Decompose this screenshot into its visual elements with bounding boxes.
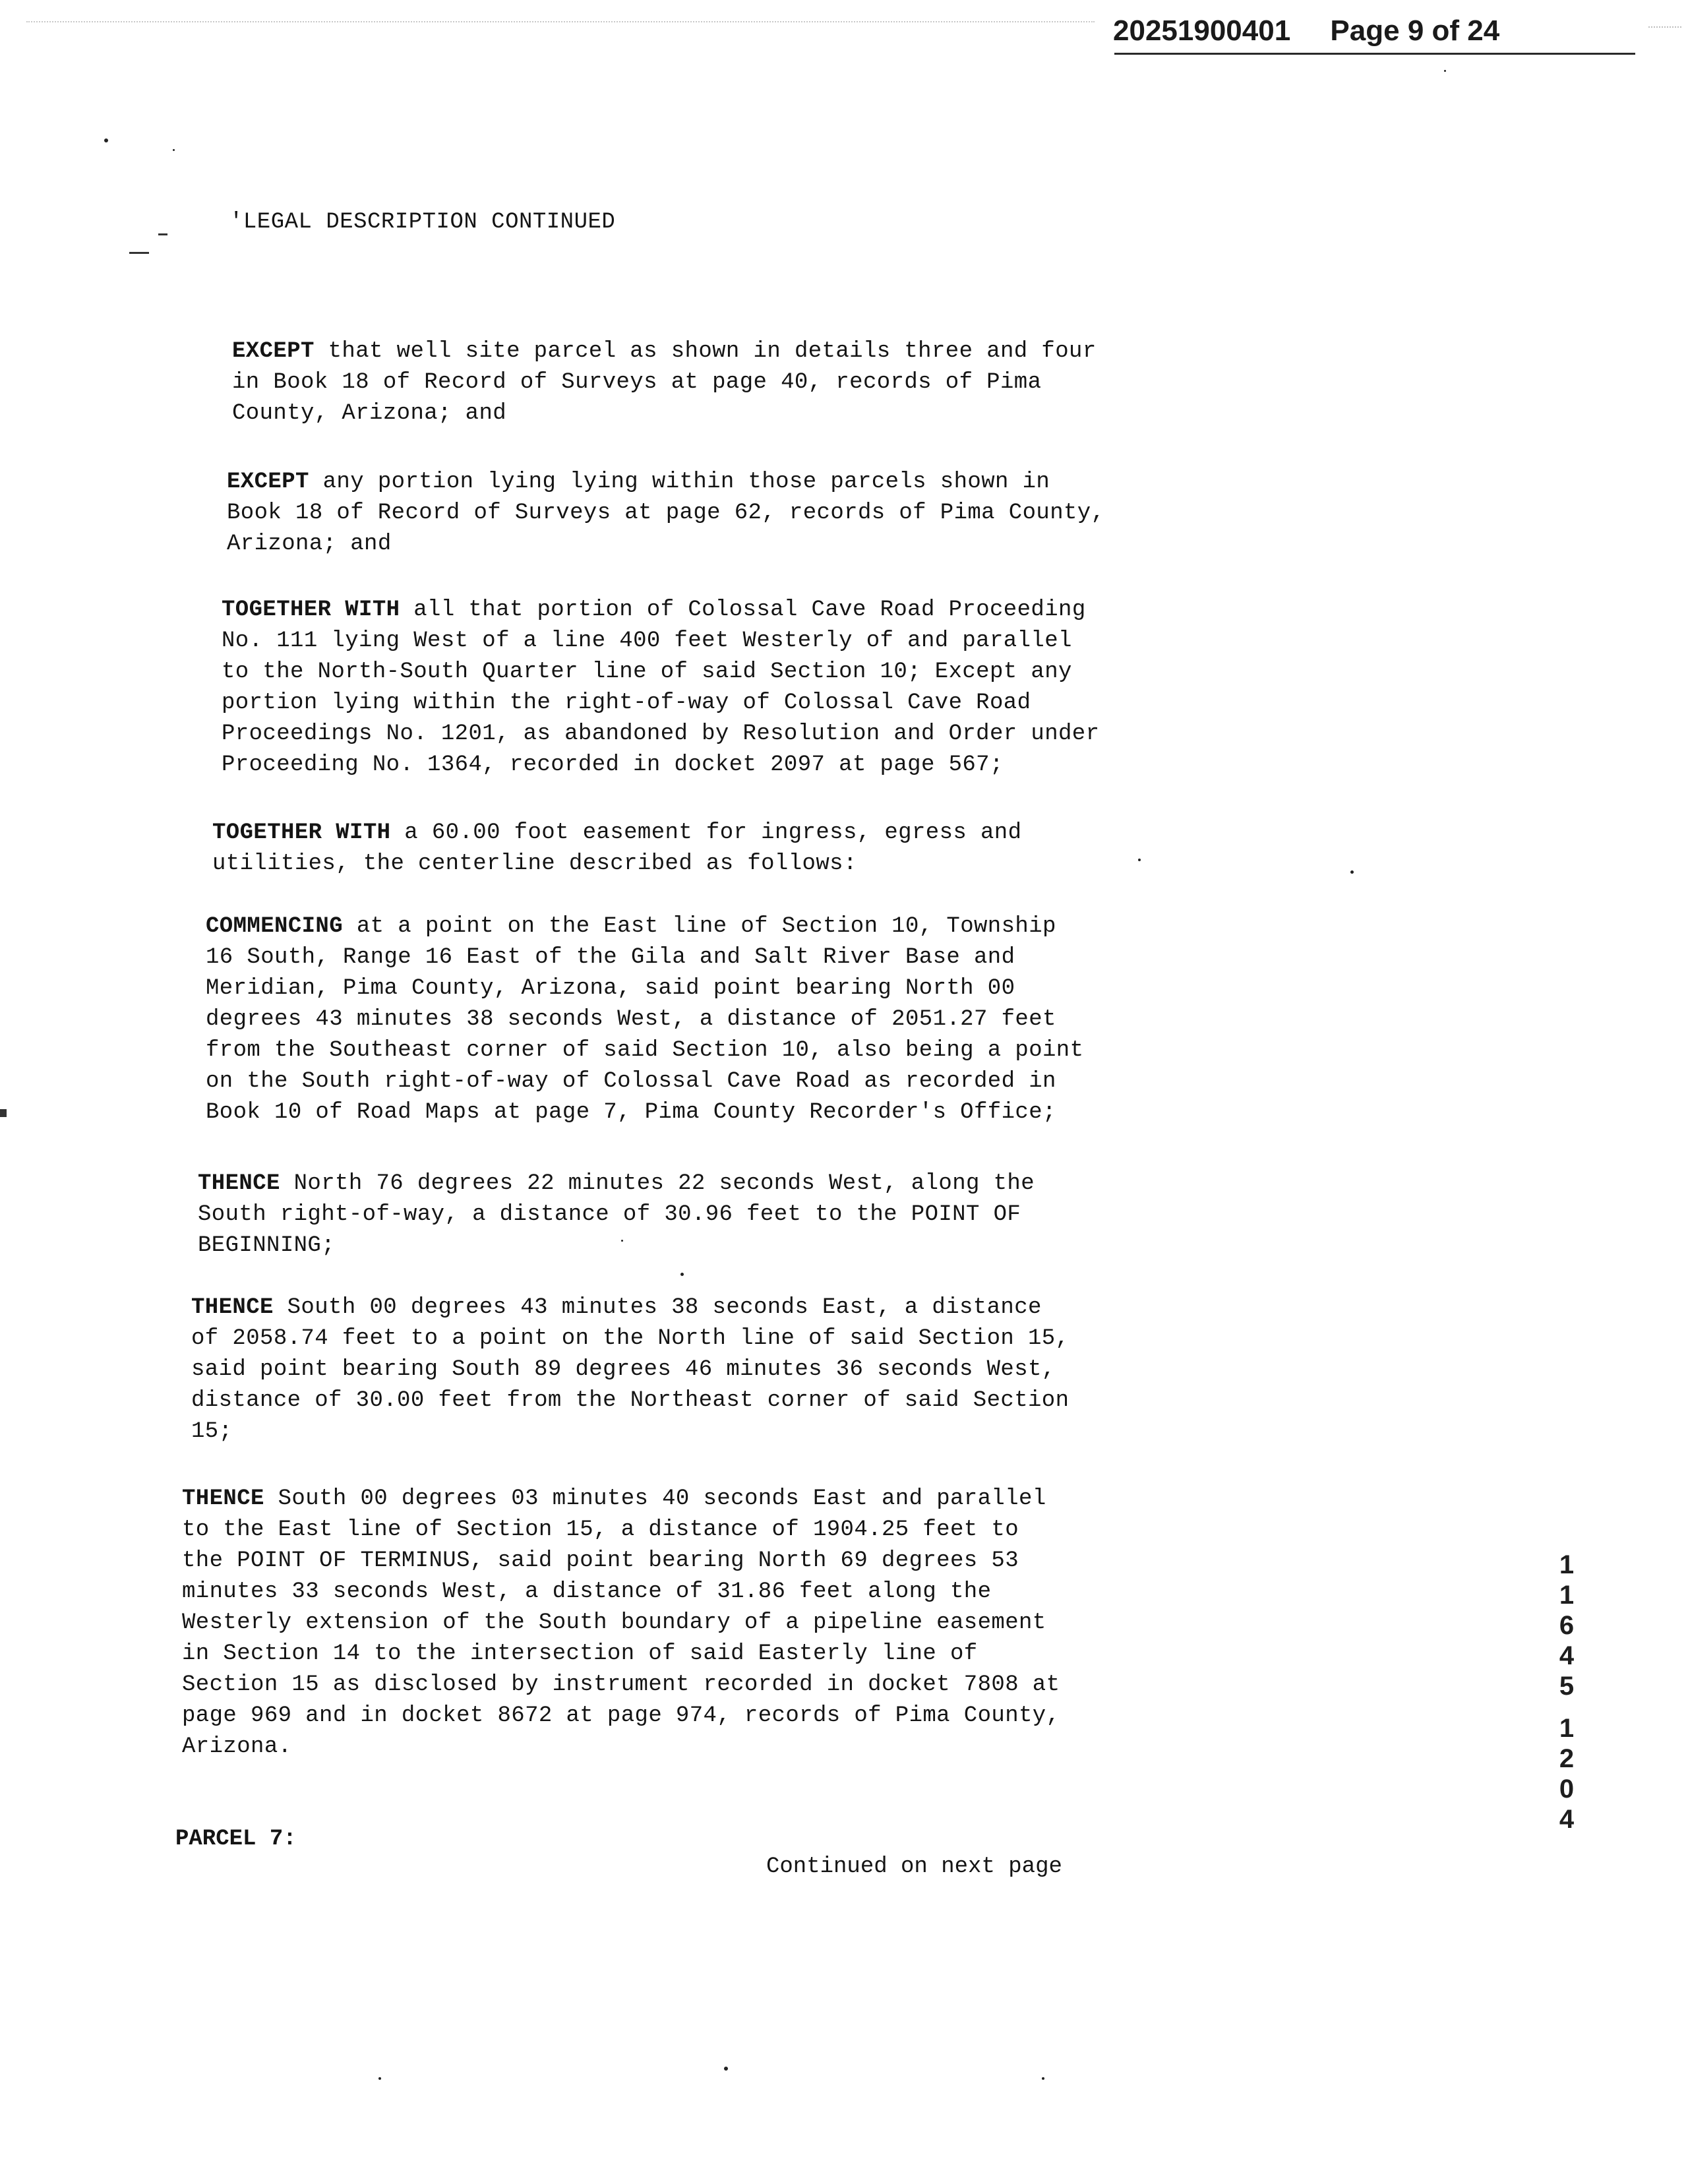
header-underline <box>1114 53 1635 55</box>
scan-mark <box>129 252 149 254</box>
scan-speck <box>1350 870 1354 874</box>
scan-mark <box>158 233 167 235</box>
stamp-digit: 1 <box>1559 1714 1575 1743</box>
paragraph-thence-south-1 <box>191 1292 1069 1447</box>
paragraph-lead: EXCEPT <box>232 339 315 364</box>
stamp-gap <box>1551 1701 1582 1713</box>
paragraph-line: Book 18 of Record of Surveys at page 62, records of Pima County, <box>227 501 1105 526</box>
paragraph-together-road <box>222 595 1099 781</box>
paragraph-line: South 00 degrees 43 minutes 38 seconds East, a distance <box>273 1295 1042 1320</box>
paragraph-line: Proceedings No. 1201, as abandoned by Resolution and Order under <box>222 721 1100 746</box>
paragraph-line: to the North-South Quarter line of said Section 10; Except any <box>222 659 1072 684</box>
paragraph-line: utilities, the centerline described as follows: <box>212 851 857 876</box>
document-number: 20251900401 <box>1113 15 1291 47</box>
paragraph-line: South 00 degrees 03 minutes 40 seconds East and parallel <box>264 1486 1046 1511</box>
recording-stamp <box>1551 1550 1582 1835</box>
continued-note: Continued on next page <box>766 1854 1062 1879</box>
scan-speck <box>621 1240 623 1242</box>
scan-mark <box>0 1109 7 1117</box>
parcel-label: PARCEL 7: <box>175 1827 297 1852</box>
paragraph-line: Proceeding No. 1364, recorded in docket 2097 at page 567; <box>222 752 1004 777</box>
paragraph-line: of 2058.74 feet to a point on the North line of said Section 15, <box>191 1326 1070 1351</box>
paragraph-line: South right-of-way, a distance of 30.96 feet to the POINT OF <box>198 1202 1021 1227</box>
paragraph-line: No. 111 lying West of a line 400 feet Westerly of and parallel <box>222 628 1072 653</box>
paragraph-lead: THENCE <box>198 1171 280 1196</box>
stamp-digit: 1 <box>1559 1550 1575 1579</box>
paragraph-thence-south-2 <box>182 1484 1060 1763</box>
paragraph-line: the POINT OF TERMINUS, said point bearing North 69 degrees 53 <box>182 1548 1019 1573</box>
paragraph-line: minutes 33 seconds West, a distance of 31.86 feet along the <box>182 1579 992 1604</box>
paragraph-line: portion lying within the right-of-way of Colossal Cave Road <box>222 690 1031 715</box>
paragraph-line: said point bearing South 89 degrees 46 minutes 36 seconds West, <box>191 1357 1056 1382</box>
scan-top-rule <box>26 21 1095 22</box>
paragraph-lead: COMMENCING <box>206 914 344 939</box>
paragraph-line: 16 South, Range 16 East of the Gila and Salt River Base and <box>206 945 1015 970</box>
paragraph-line: County, Arizona; and <box>232 401 507 426</box>
paragraph-line: distance of 30.00 feet from the Northeast corner of said Section <box>191 1388 1070 1413</box>
paragraph-line: page 969 and in docket 8672 at page 974, records of Pima County, <box>182 1703 1060 1728</box>
stamp-digit: 2 <box>1559 1744 1575 1773</box>
paragraph-line: Arizona. <box>182 1734 292 1759</box>
section-heading: 'LEGAL DESCRIPTION CONTINUED <box>229 210 616 235</box>
paragraph-commencing <box>206 911 1083 1128</box>
paragraph-line: BEGINNING; <box>198 1233 336 1258</box>
paragraph-lead: THENCE <box>182 1486 264 1511</box>
stamp-digit: 4 <box>1559 1805 1575 1834</box>
paragraph-line: Arizona; and <box>227 531 392 557</box>
paragraph-line: degrees 43 minutes 38 seconds West, a distance of 2051.27 feet <box>206 1007 1056 1032</box>
paragraph-line: to the East line of Section 15, a distance of 1904.25 feet to <box>182 1517 1019 1542</box>
scan-speck <box>378 2077 381 2080</box>
paragraph-thence-north <box>198 1168 1035 1261</box>
paragraph-line: Westerly extension of the South boundary of a pipeline easement <box>182 1610 1046 1635</box>
paragraph-line: from the Southeast corner of said Section 10, also being a point <box>206 1038 1084 1063</box>
scan-speck <box>1138 859 1141 861</box>
paragraph-line: in Book 18 of Record of Surveys at page 40, records of Pima <box>232 370 1042 395</box>
paragraph-together-easement <box>212 818 1021 880</box>
paragraph-line: at a point on the East line of Section 10, Township <box>343 914 1056 939</box>
paragraph-line: in Section 14 to the intersection of said Easterly line of <box>182 1641 978 1666</box>
scan-speck <box>104 138 108 142</box>
paragraph-line: any portion lying lying within those parcels shown in <box>309 470 1050 495</box>
paragraph-line: North 76 degrees 22 minutes 22 seconds West, along the <box>280 1171 1035 1196</box>
stamp-digit: 0 <box>1559 1774 1575 1804</box>
paragraph-line: a 60.00 foot easement for ingress, egress and <box>390 820 1022 845</box>
scan-speck <box>173 149 175 151</box>
paragraph-lead: TOGETHER WITH <box>212 820 391 845</box>
paragraph-line: on the South right-of-way of Colossal Cave Road as recorded in <box>206 1069 1056 1094</box>
paragraph-lead: EXCEPT <box>227 470 309 495</box>
paragraph-line: all that portion of Colossal Cave Road Proceeding <box>400 597 1086 622</box>
page-header <box>1113 15 1499 47</box>
stamp-digit: 1 <box>1559 1581 1575 1610</box>
scan-speck <box>1444 70 1446 72</box>
scan-speck <box>680 1273 684 1276</box>
scan-corner-rule <box>1648 26 1681 28</box>
paragraph-except-parcels <box>227 467 1104 560</box>
paragraph-lead: TOGETHER WITH <box>222 597 400 622</box>
stamp-digit: 5 <box>1559 1672 1575 1701</box>
stamp-digit: 6 <box>1559 1611 1575 1640</box>
paragraph-except-well-site <box>232 336 1097 429</box>
paragraph-line: Section 15 as disclosed by instrument recorded in docket 7808 at <box>182 1672 1060 1697</box>
scan-speck <box>1042 2077 1044 2080</box>
stamp-digit: 4 <box>1559 1641 1575 1670</box>
page-number: Page 9 of 24 <box>1330 15 1500 47</box>
paragraph-lead: THENCE <box>191 1295 274 1320</box>
paragraph-line: Meridian, Pima County, Arizona, said point bearing North 00 <box>206 976 1015 1001</box>
paragraph-line: Book 10 of Road Maps at page 7, Pima County Recorder's Office; <box>206 1100 1056 1125</box>
scan-speck <box>724 2067 728 2071</box>
paragraph-line: 15; <box>191 1419 233 1444</box>
paragraph-line: that well site parcel as shown in details three and four <box>314 339 1097 364</box>
